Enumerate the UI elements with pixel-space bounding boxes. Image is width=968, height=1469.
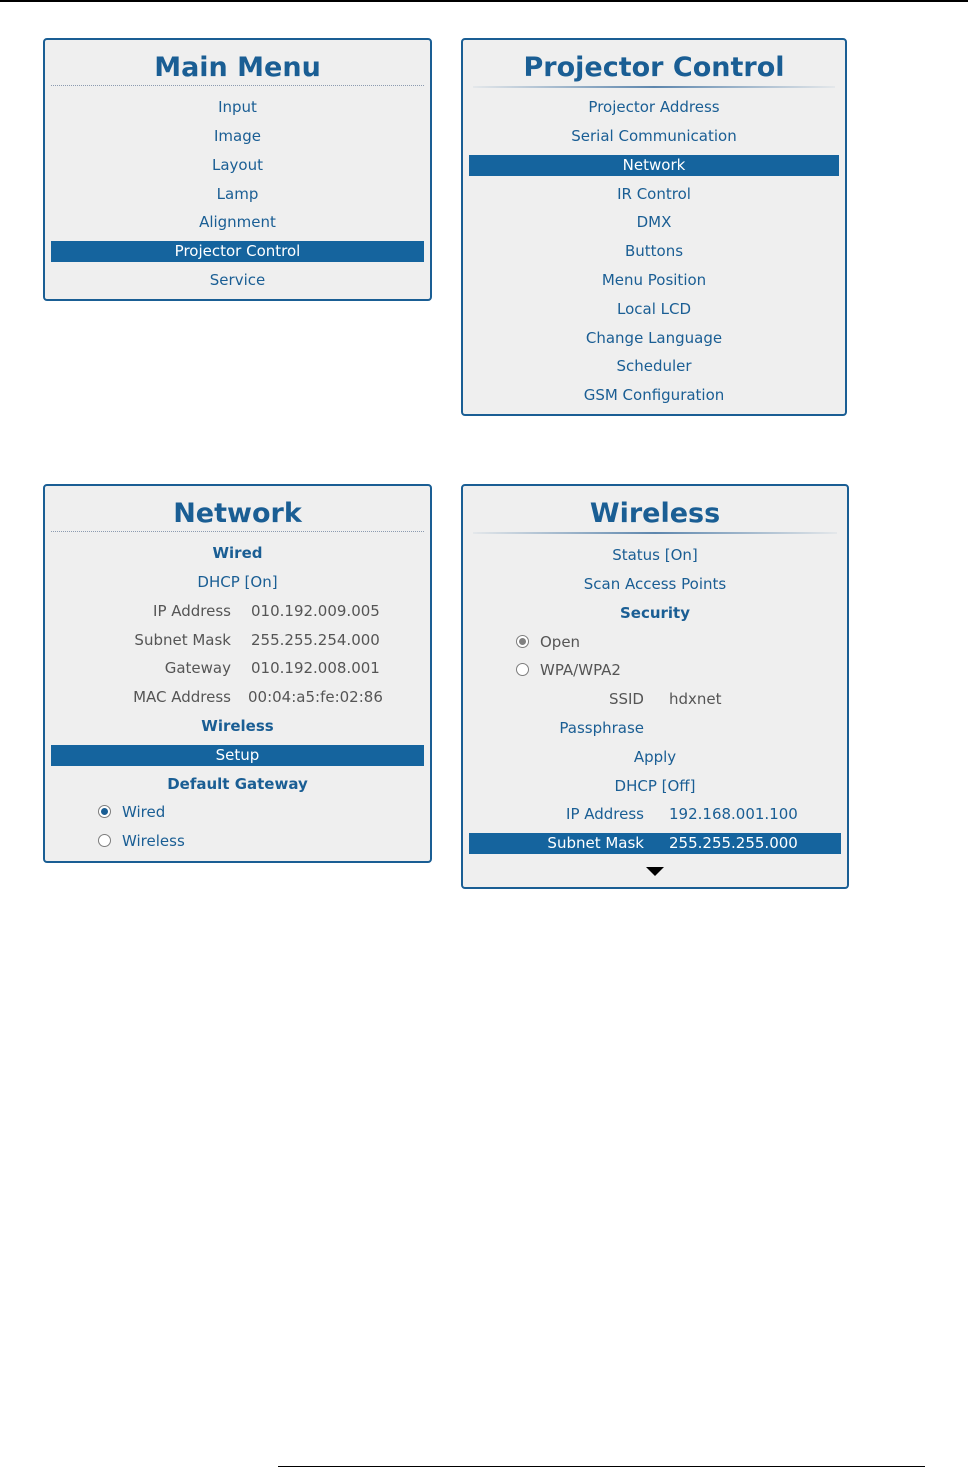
security-wpa-option[interactable] bbox=[469, 660, 841, 681]
ip-address-label: IP Address bbox=[566, 805, 644, 823]
menu-item-lamp[interactable]: Lamp bbox=[216, 185, 259, 203]
default-gateway-header: Default Gateway bbox=[167, 775, 308, 793]
security-open-option[interactable] bbox=[469, 632, 841, 653]
scan-access-points[interactable]: Scan Access Points bbox=[583, 575, 727, 593]
projector-control-panel bbox=[461, 38, 847, 416]
subnet-mask-label: Subnet Mask bbox=[547, 834, 644, 852]
menu-item-change-language[interactable]: Change Language bbox=[585, 329, 723, 347]
radio-unselected-icon[interactable] bbox=[516, 663, 529, 676]
wireless-panel bbox=[461, 484, 849, 889]
setup-button[interactable]: Setup bbox=[51, 745, 424, 766]
wireless-ip-address-row[interactable] bbox=[469, 804, 841, 825]
ssid-label: SSID bbox=[608, 690, 644, 708]
radio-unselected-icon[interactable] bbox=[98, 834, 111, 847]
menu-item-gsm-configuration[interactable]: GSM Configuration bbox=[583, 386, 725, 404]
dhcp-toggle[interactable]: DHCP [On] bbox=[197, 573, 278, 591]
subnet-mask-label: Subnet Mask bbox=[134, 631, 231, 649]
down-arrow-icon[interactable] bbox=[646, 867, 664, 876]
menu-item-buttons[interactable]: Buttons bbox=[624, 242, 684, 260]
title-separator bbox=[51, 85, 424, 86]
bottom-rule bbox=[278, 1466, 925, 1467]
title-separator bbox=[51, 531, 424, 532]
main-menu-panel bbox=[43, 38, 432, 301]
radio-selected-icon[interactable] bbox=[98, 805, 111, 818]
ip-address-label: IP Address bbox=[153, 602, 231, 620]
top-rule bbox=[0, 0, 968, 2]
default-gateway-wired-option[interactable] bbox=[51, 802, 424, 823]
passphrase-label: Passphrase bbox=[559, 719, 644, 737]
menu-item-menu-position[interactable]: Menu Position bbox=[601, 271, 707, 289]
title-separator bbox=[473, 532, 837, 534]
menu-item-network[interactable]: Network bbox=[469, 155, 839, 176]
wired-section-header: Wired bbox=[212, 544, 263, 562]
ip-address-value: 192.168.001.100 bbox=[669, 805, 798, 823]
default-gateway-wireless-option[interactable] bbox=[51, 831, 424, 852]
apply-button[interactable]: Apply bbox=[633, 748, 677, 766]
passphrase-row[interactable] bbox=[469, 718, 841, 739]
subnet-mask-value: 255.255.254.000 bbox=[251, 631, 380, 649]
title-separator bbox=[473, 86, 835, 88]
network-title: Network bbox=[173, 498, 302, 529]
mac-address-row bbox=[51, 687, 424, 708]
menu-item-image[interactable]: Image bbox=[214, 127, 261, 145]
wireless-subnet-mask-row[interactable] bbox=[469, 833, 841, 854]
ip-address-row[interactable] bbox=[51, 601, 424, 622]
ssid-row bbox=[469, 689, 841, 710]
menu-item-dmx[interactable]: DMX bbox=[636, 213, 672, 231]
menu-item-ir-control[interactable]: IR Control bbox=[617, 185, 691, 203]
subnet-mask-row[interactable] bbox=[51, 630, 424, 651]
wireless-section-header: Wireless bbox=[201, 717, 274, 735]
mac-address-value: 00:04:a5:fe:02:86 bbox=[248, 688, 383, 706]
gateway-row[interactable] bbox=[51, 658, 424, 679]
projector-control-title: Projector Control bbox=[523, 52, 785, 83]
subnet-mask-value: 255.255.255.000 bbox=[669, 834, 798, 852]
menu-item-input[interactable]: Input bbox=[218, 98, 257, 116]
menu-item-local-lcd[interactable]: Local LCD bbox=[616, 300, 692, 318]
radio-selected-icon[interactable] bbox=[516, 635, 529, 648]
gateway-value: 010.192.008.001 bbox=[251, 659, 380, 677]
radio-label: Wireless bbox=[122, 832, 185, 850]
menu-item-layout[interactable]: Layout bbox=[212, 156, 263, 174]
wireless-title: Wireless bbox=[589, 498, 721, 529]
menu-item-serial-communication[interactable]: Serial Communication bbox=[571, 127, 737, 145]
radio-label: Wired bbox=[122, 803, 166, 821]
menu-item-service[interactable]: Service bbox=[209, 271, 266, 289]
menu-item-projector-control[interactable]: Projector Control bbox=[51, 241, 424, 262]
menu-item-alignment[interactable]: Alignment bbox=[199, 213, 276, 231]
gateway-label: Gateway bbox=[164, 659, 231, 677]
radio-label: Open bbox=[540, 633, 581, 651]
radio-label: WPA/WPA2 bbox=[540, 661, 621, 679]
status-toggle[interactable]: Status [On] bbox=[612, 546, 698, 564]
main-menu-title: Main Menu bbox=[154, 52, 321, 83]
menu-item-scheduler[interactable]: Scheduler bbox=[616, 357, 692, 375]
ssid-value: hdxnet bbox=[669, 690, 722, 708]
network-panel bbox=[43, 484, 432, 863]
security-section-header: Security bbox=[619, 604, 691, 622]
wireless-dhcp-toggle[interactable]: DHCP [Off] bbox=[614, 777, 696, 795]
mac-address-label: MAC Address bbox=[133, 688, 231, 706]
ip-address-value: 010.192.009.005 bbox=[251, 602, 380, 620]
menu-item-projector-address[interactable]: Projector Address bbox=[588, 98, 720, 116]
